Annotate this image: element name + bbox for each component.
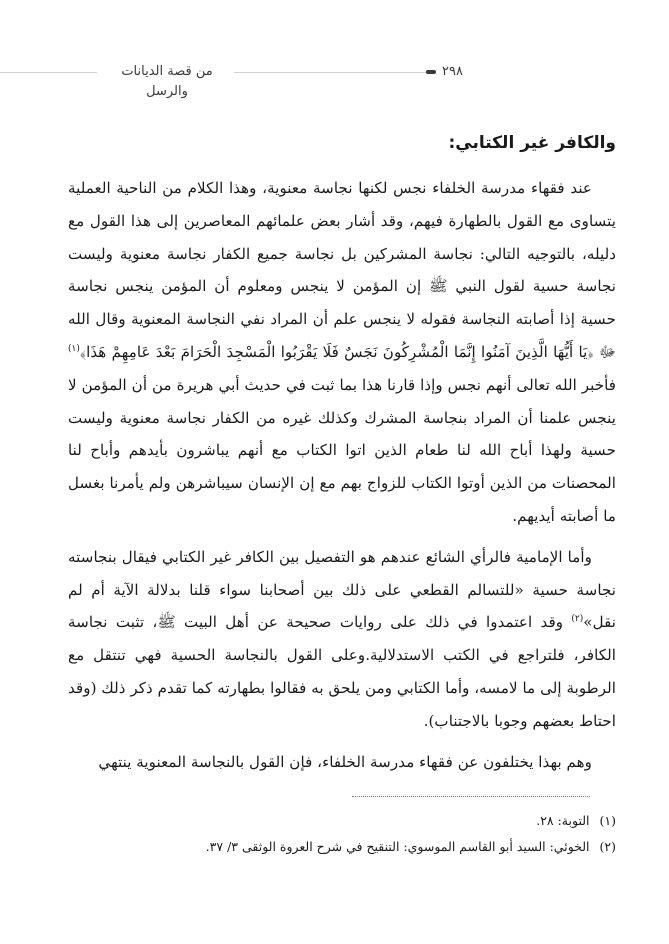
quran-verse: ﴿يَا أَيُّهَا الَّذِينَ آمَنُوا إِنَّمَا الْمُشْرِكُونَ نَجَسٌ فَلَا يَقْرَبُوا الْمَسْجِدَ الْحَرَامَ بَعْدَ عَامِهِمْ هَذَا﴾ <box>79 342 594 361</box>
paragraph-1-text-a: عند فقهاء مدرسة الخلفاء نجس لكنها نجاسة معنوية، وهذا الكلام من الناحية العملية يتساوى مع القول بالطهارة فيهم، وقد أشار بعض علمائهم المعاصرين إلى هذا القول مع دليله، بالتوجيه التالي: نجاسة المشركين بل نجاسة جميع الكفار نجاسة معنوية وليست نجاسة حسية لقول النبي ﷺ إن المؤمن لا ينجس ومعلوم أن المؤمن ينجس نجاسة حسية إذا أصابته النجاسة فقوله لا ينجس علم أن المراد نفي النجاسة المعنوية وقال الله ﷻ <box>68 179 616 361</box>
paragraph-2-text-b: وقد اعتمدوا في ذلك على روايات صحيحة عن أهل البيت ﷺ، تثبت نجاسة الكافر، فلتراجع في الكتب الاستدلالية.وعلى القول بالنجاسة الحسية فهي تنتقل مع الرطوبة إلى ما لامسه، وأما الكتابي ومن يلحق به فقالوا بطهارته كما تقدم ذكر ذلك (وقد احتاط بعضهم وجوبا بالاجتناب). <box>68 613 616 730</box>
header-dash-mark <box>426 70 436 74</box>
page-body <box>68 128 616 786</box>
running-header <box>0 62 669 99</box>
footnote-ref-2[interactable]: (٢) <box>571 614 584 625</box>
paragraph-1 <box>68 172 616 533</box>
paragraph-1-text-b: فأخبر الله تعالى أنهم نجس وإذا قارنا هذا بما ثبت في حديث أبي هريرة من أن المؤمن لا ينجس علمنا أن المراد بنجاسة المشرك وكذلك غيره من الكفار نجاسة معنوية وليست حسية ولهذا أباح الله لنا طعام الذين اتوا الكتاب مع أنهم يباشرون بأيدهم وأباح لنا المحصنات من الذين أوتوا الكتاب للزواج بهم مع إن الإنسان سيباشرهن ولم يأمرنا بغسل ما أصابته أيديهم. <box>68 375 616 525</box>
footnote-2-text: الخوئي: السيد أبو القاسم الموسوي: التنقيح في شرح العروة الوثقى ٣/ ٣٧. <box>205 839 590 854</box>
paragraph-2-text-a: وأما الإمامية فالرأي الشائع عندهم هو التفصيل بين الكافر غير الكتابي فيقال بنجاسته نجاسة حسية «للتسالم القطعي على ذلك بين أصحابنا سواء قلنا بدلالة الآية أم لم نقل» <box>68 547 616 632</box>
book-title: من قصة الديانات والرسل <box>121 64 213 99</box>
header-rule-left <box>0 72 97 73</box>
footnote-2 <box>68 834 616 860</box>
footnote-ref-1[interactable]: (١) <box>68 343 80 354</box>
footnotes <box>68 808 616 860</box>
paragraph-3-text: وهم بهذا يختلفون عن فقهاء مدرسة الخلفاء، فإن القول بالنجاسة المعنوية ينتهي <box>98 752 592 771</box>
footnote-1-text: التوبة: ٢٨. <box>536 813 590 828</box>
paragraph-3 <box>68 746 616 779</box>
footnote-1-number: (١) <box>599 813 616 828</box>
footnote-separator <box>352 796 590 797</box>
footnote-1 <box>68 808 616 834</box>
footnote-2-number: (٢) <box>599 839 616 854</box>
header-rule-middle <box>234 72 434 73</box>
section-heading: والكافر غير الكتابي: <box>448 133 616 153</box>
page-number: ٢٩٨ <box>442 64 463 79</box>
paragraph-2 <box>68 541 616 738</box>
